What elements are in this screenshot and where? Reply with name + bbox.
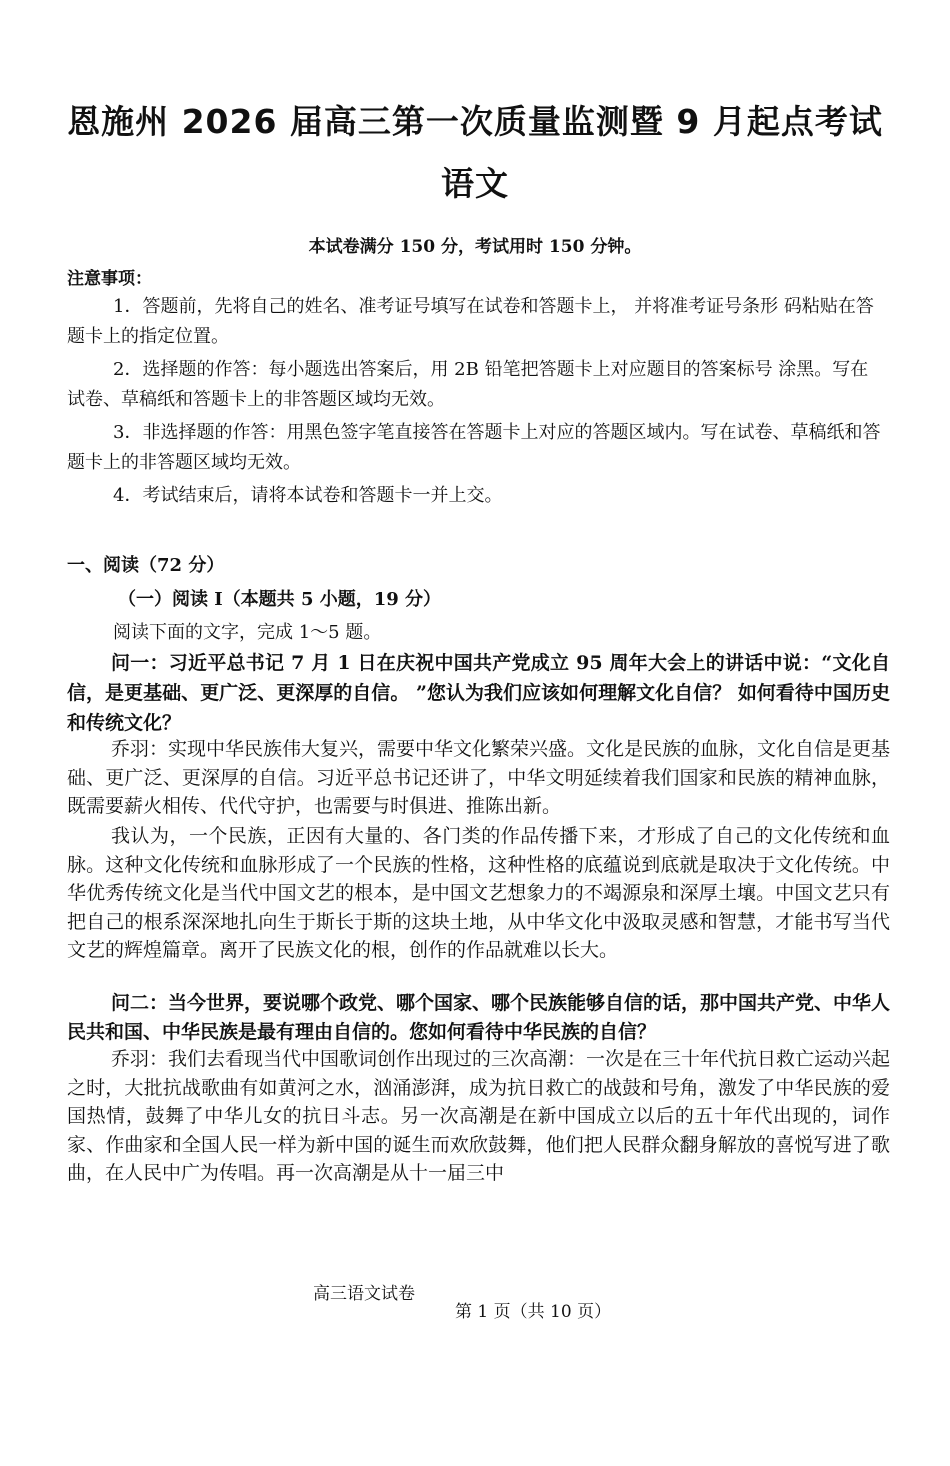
note-item: 3．非选择题的作答：用黑色签字笔直接答在答题卡上对应的答题区域内。写在试卷、草稿纸和答题卡上的非答题区域均无效。	[67, 422, 881, 473]
interview-question-2: 问二：当今世界，要说哪个政党、哪个国家、哪个民族能够自信的话，那中国共产党、中华人民共和国、中华民族是最有理由自信的。您如何看待中华民族的自信？	[67, 992, 891, 1043]
reading-instruction: 阅读下面的文字，完成 1～5 题。	[113, 622, 382, 643]
footer-page-number: 第 1 页（共 10 页）	[455, 1302, 612, 1322]
notes-heading: 注意事项：	[67, 269, 152, 289]
score-time-line: 本试卷满分 150 分，考试用时 150 分钟。	[308, 237, 642, 257]
exam-title: 恩施州 2026 届高三第一次质量监测暨 9 月起点考试	[67, 102, 883, 141]
interview-answer-1-para-1: 乔羽：实现中华民族伟大复兴，需要中华文化繁荣兴盛。文化是民族的血脉，文化自信是更基础、更广泛、更深厚的自信。习近平总书记还讲了，中华文明延续着我们国家和民族的精神血脉，既需要薪火相传、代代守护，也需要与时俱进、推陈出新。	[67, 738, 891, 817]
subject-title: 语文	[441, 164, 509, 203]
note-item: 1．答题前，先将自己的姓名、准考证号填写在试卷和答题卡上， 并将准考证号条形 码粘贴在答题卡上的指定位置。	[67, 296, 874, 347]
subsection-heading: （一）阅读 I（本题共 5 小题，19 分）	[118, 589, 442, 610]
interview-answer-1-para-2: 我认为，一个民族，正因有大量的、各门类的作品传播下来，才形成了自己的文化传统和血脉。这种文化传统和血脉形成了一个民族的性格，这种性格的底蕴说到底就是取决于文化传统。中华优秀传统文化是当代中国文艺的根本，是中国文艺想象力的不竭源泉和深厚土壤。中国文艺只有把自己的根系深深地扎向生于斯长于斯的这块土地，从中华文化中汲取灵感和智慧，才能书写当代文艺的辉煌篇章。离开了民族文化的根，创作的作品就难以长大。	[67, 825, 890, 961]
section-heading: 一、阅读（72 分）	[67, 555, 225, 576]
note-item: 2．选择题的作答：每小题选出答案后，用 2B 铅笔把答题卡上对应题目的答案标号 涂黑。写在试卷、草稿纸和答题卡上的非答题区域均无效。	[67, 359, 869, 410]
interview-question-1: 问一：习近平总书记 7 月 1 日在庆祝中国共产党成立 95 周年大会上的讲话中说：“文化自信，是更基础、更广泛、更深厚的自信。 ”您认为我们应该如何理解文化自信？ 如何看待中国历史和传统文化？	[67, 652, 890, 734]
footer-paper-name: 高三语文试卷	[313, 1284, 415, 1304]
interview-answer-2-para-1: 乔羽：我们去看现当代中国歌词创作出现过的三次高潮：一次是在三十年代抗日救亡运动兴起之时，大批抗战歌曲有如黄河之水，汹涌澎湃，成为抗日救亡的战鼓和号角，激发了中华民族的爱国热情，鼓舞了中华儿女的抗日斗志。另一次高潮是在新中国成立以后的五十年代出现的，词作家、作曲家和全国人民一样为新中国的诞生而欢欣鼓舞，他们把人民群众翻身解放的喜悦写进了歌曲，在人民中广为传唱。再一次高潮是从十一届三中	[67, 1048, 891, 1184]
note-item: 4．考试结束后，请将本试卷和答题卡一并上交。	[113, 485, 503, 506]
